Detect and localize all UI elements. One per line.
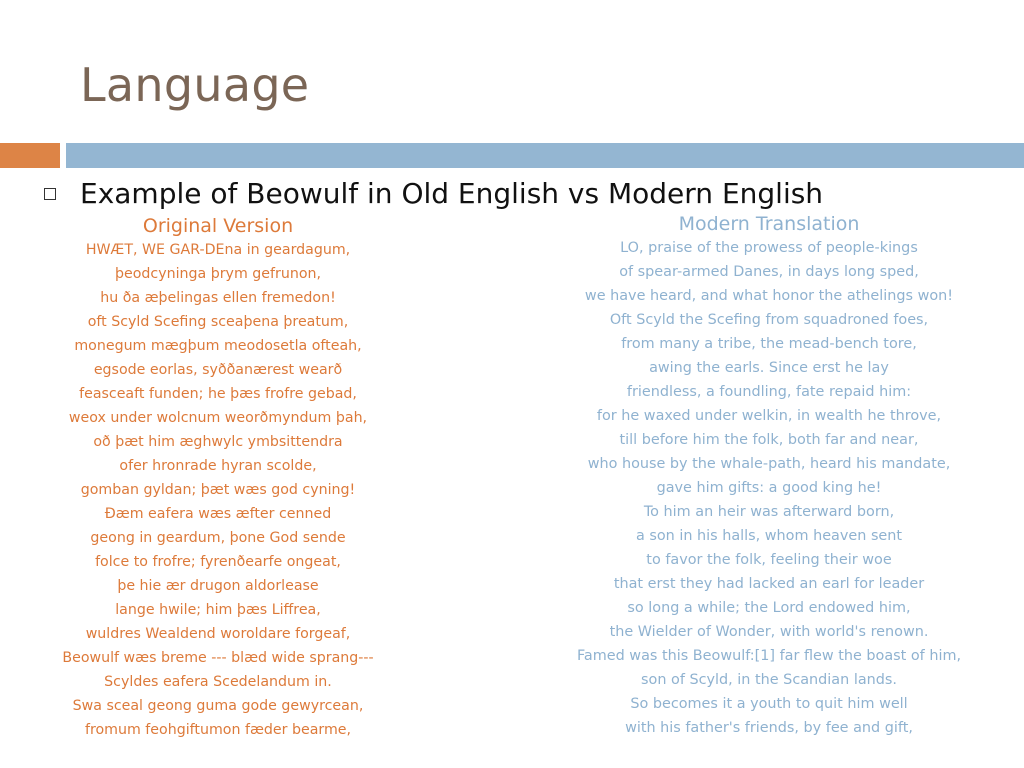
- verse-line: folce to frofre; fyrenðearfe ongeat,: [95, 554, 341, 570]
- verse-line: oð þæt him æghwylc ymbsittendra: [93, 434, 343, 450]
- slide-title: Language: [80, 58, 310, 112]
- verse-line: friendless, a foundling, fate repaid him:: [626, 384, 912, 400]
- verse-line: feasceaft funden; he þæs frofre gebad,: [79, 386, 357, 402]
- verse-line: monegum mægþum meodosetla ofteah,: [74, 338, 362, 354]
- verse-line: of spear-armed Danes, in days long sped,: [619, 264, 919, 280]
- verse-line: So becomes it a youth to quit him well: [630, 696, 908, 712]
- verse-line: ofer hronrade hyran scolde,: [119, 458, 317, 474]
- verse-line: egsode eorlas, syððanærest wearð: [93, 362, 343, 378]
- verse-line: wuldres Wealdend woroldare forgeaf,: [85, 626, 351, 642]
- verse-line: To him an heir was afterward born,: [643, 504, 895, 520]
- verse-line: oft Scyld Scefing sceaþena þreatum,: [87, 314, 349, 330]
- verse-line: Famed was this Beowulf:[1] far flew the boast of him,: [576, 648, 962, 664]
- verse-line: Oft Scyld the Scefing from squadroned foes,: [609, 312, 929, 328]
- verse-line: a son in his halls, whom heaven sent: [635, 528, 903, 544]
- verse-line: Ðæm eafera wæs æfter cenned: [104, 506, 332, 522]
- verse-line: for he waxed under welkin, in wealth he throve,: [596, 408, 942, 424]
- modern-translation-heading: Modern Translation: [678, 213, 860, 235]
- verse-line: Beowulf wæs breme --- blæd wide sprang---: [62, 650, 374, 666]
- modern-verse-lines: [545, 236, 993, 740]
- verse-line: awing the earls. Since erst he lay: [649, 360, 889, 376]
- square-bullet-icon: [44, 188, 56, 200]
- verse-line: fromum feohgiftumon fæder bearme,: [84, 722, 352, 738]
- verse-line: þe hie ær drugon aldorlease: [117, 578, 319, 594]
- bullet-point: [44, 174, 1004, 216]
- bullet-text: Example of Beowulf in Old English vs Modern English: [80, 177, 824, 210]
- verse-line: till before him the folk, both far and near,: [619, 432, 919, 448]
- verse-line: þeodcyninga þrym gefrunon,: [114, 266, 322, 282]
- verse-line: the Wielder of Wonder, with world's renown.: [609, 624, 929, 640]
- modern-translation-column: [545, 214, 993, 740]
- verse-line: weox under wolcnum weorðmyndum þah,: [68, 410, 368, 426]
- verse-line: LO, praise of the prowess of people-kings: [620, 240, 918, 256]
- verse-line: gave him gifts: a good king he!: [656, 480, 882, 496]
- verse-line: HWÆT, WE GAR-DEna in geardagum,: [85, 242, 351, 258]
- verse-line: to favor the folk, feeling their woe: [646, 552, 892, 568]
- verse-line: lange hwile; him þæs Liffrea,: [115, 602, 321, 618]
- original-version-column: [18, 214, 418, 742]
- verse-line: Swa sceal geong guma gode gewyrcean,: [72, 698, 364, 714]
- verse-line: Scyldes eafera Scedelandum in.: [104, 674, 332, 690]
- verse-line: son of Scyld, in the Scandian lands.: [641, 672, 897, 688]
- original-version-heading: Original Version: [142, 215, 294, 237]
- verse-line: we have heard, and what honor the athelings won!: [584, 288, 954, 304]
- verse-line: with his father's friends, by fee and gift,: [625, 720, 913, 736]
- original-verse-lines: [18, 238, 418, 742]
- accent-bar-orange: [0, 143, 60, 168]
- verse-line: hu ða æþelingas ellen fremedon!: [100, 290, 336, 306]
- verse-line: who house by the whale-path, heard his mandate,: [587, 456, 951, 472]
- accent-bar-blue: [66, 143, 1024, 168]
- verse-line: so long a while; the Lord endowed him,: [627, 600, 911, 616]
- verse-line: from many a tribe, the mead-bench tore,: [621, 336, 917, 352]
- verse-line: that erst they had lacked an earl for leader: [613, 576, 925, 592]
- verse-line: gomban gyldan; þæt wæs god cyning!: [80, 482, 356, 498]
- verse-line: geong in geardum, þone God sende: [90, 530, 346, 546]
